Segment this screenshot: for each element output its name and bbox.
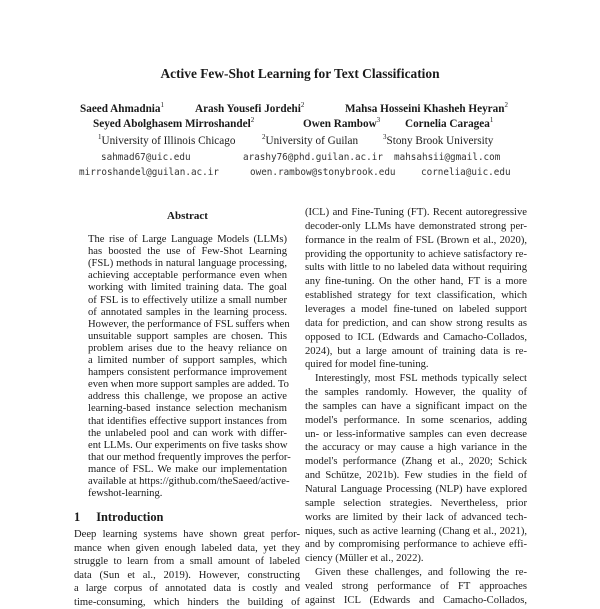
text-line: ent LLMs. Our experiments on five tasks show [88, 439, 288, 451]
text-line: works are limited by their lack of advanced tech- [305, 511, 527, 523]
text-line: model's performance. In some scenarios, adding [305, 414, 527, 426]
text-line: leverages a model fine-tuned on labeled support [305, 303, 527, 315]
author [93, 116, 254, 130]
text-line: of FSL is to effectively utilize a small number [88, 294, 287, 306]
text-line: problem arises due to the heavy reliance on [88, 342, 287, 354]
text-line: Deep learning systems have shown great perfor- [74, 529, 300, 540]
text-line: of annotated samples in the learning process. [88, 306, 287, 318]
affiliation-number: 3 [383, 133, 387, 141]
text-line: ciency (Müller et al., 2022). [305, 553, 424, 565]
author [195, 101, 304, 115]
text-line: struggle to learn from a small amount of labeled [74, 556, 300, 567]
text-line: Interestingly, most FSL methods typically select [315, 373, 527, 385]
text-line: data (Sun et al., 2019). However, constructing [74, 569, 300, 581]
section-number: 1 [74, 510, 81, 524]
text-line: However, the performance of FSL suffers when [88, 318, 290, 330]
author-affiliation-mark: 3 [376, 116, 381, 124]
text-line: niques, such as active learning (Chang et al., 2021), [305, 525, 527, 537]
text-line: and by compromising performance to achieve effi- [305, 539, 527, 551]
author-name: Arash Yousefi Jordehi [195, 103, 301, 115]
text-line: formance in the realm of FSL (Brown et al., 2020), [305, 234, 527, 246]
text-line: model's performance (Zhang et al., 2020; Schick [305, 456, 527, 468]
author [80, 101, 164, 115]
text-line: unsuitable support samples are chosen. This [88, 330, 287, 342]
text-line: un- or less-informative samples can even decrease [305, 428, 527, 440]
text-line: learning-based instance selection mechanism [88, 403, 287, 415]
text-line: sults with little to no labeled data without requiring [305, 262, 527, 274]
text-line: that identifies effective support instances from [88, 415, 287, 427]
email[interactable]: cornelia@uic.edu [421, 167, 511, 178]
paper-title: Active Few-Shot Learning for Text Classification [160, 66, 440, 81]
text-line: a limited number of support samples, which [88, 355, 287, 366]
text-line: achieving acceptable performance even when [88, 270, 287, 282]
text-line: and Schütze, 2021b). Few studies in the field of [305, 470, 527, 482]
author-affiliation-mark: 2 [504, 101, 508, 109]
author-name: Saeed Ahmadnia [80, 103, 161, 115]
text-line: a large corpus of annotated data is costly and [74, 583, 300, 594]
text-line: mance when given enough labeled data, yet they [74, 542, 300, 554]
text-line: vealed strong performance of FT approaches [305, 580, 527, 592]
email[interactable]: sahmad67@uic.edu [101, 152, 191, 163]
text-line: data for prediction, and can show strong results as [305, 317, 527, 329]
text-line: even when more support samples are added. To [88, 379, 289, 391]
text-line: hampers consistent performance improvement [88, 367, 287, 379]
affiliation-number: 2 [262, 133, 266, 141]
text-line: 2024), but a large amount of training data is re- [305, 345, 527, 357]
email[interactable]: mirroshandel@guilan.ac.ir [79, 167, 219, 178]
text-line: has boosted the use of Few-Shot Learning [88, 246, 287, 258]
text-line: (FSL) methods in natural language processing, [88, 258, 287, 270]
affiliation-number: 1 [98, 133, 102, 141]
text-line: opposed to ICL (Edwards and Camacho-Collados, [305, 331, 527, 343]
author-affiliation-mark: 1 [160, 101, 165, 109]
text-line: time-consuming, which hinders the building of [74, 596, 300, 608]
text-line: the unlabeled pool and can work with differ- [88, 427, 287, 439]
affiliation-name: University of Guilan [265, 135, 359, 147]
text-line: the accuracy or may cause a high variance in the [305, 442, 527, 454]
affiliation-name: Stony Brook University [386, 135, 494, 147]
text-line: quired for model fine-tuning. [305, 359, 429, 371]
text-line: Given these challenges, and following the re- [315, 567, 527, 579]
text-line: fewshot-learning. [88, 488, 163, 500]
author-affiliation-mark: 1 [489, 116, 494, 124]
text-line: address this challenge, we propose an active [88, 391, 287, 403]
author [405, 116, 493, 130]
section-title: Introduction [96, 510, 164, 524]
affiliation [383, 133, 493, 147]
affiliation [262, 133, 358, 147]
text-line: the samples randomly. However, the quality of [305, 387, 527, 399]
affiliation [98, 133, 235, 147]
text-line: decoder-only LLMs have demonstrated strong per- [305, 220, 527, 232]
text-line: providing the opportunity to achieve satisfactory re- [305, 248, 527, 260]
section-heading-introduction [74, 508, 163, 526]
affiliation-name: University of Illinois Chicago [101, 135, 236, 147]
text-line: established strategy for text classification, which [305, 290, 527, 302]
text-line: that our method frequently improves the perfor- [88, 451, 291, 463]
text-line: The rise of Large Language Models (LLMs) [88, 234, 287, 245]
text-line: (ICL) and Fine-Tuning (FT). Recent autoregressive [305, 207, 527, 218]
email[interactable]: owen.rambow@stonybrook.edu [250, 167, 396, 178]
text-line: the samples can have a significant impact on the [305, 400, 527, 412]
text-line: sample selection strategies. Nevertheless, prior [305, 497, 527, 509]
author [303, 116, 380, 130]
author-affiliation-mark: 2 [250, 116, 255, 124]
text-line: working with limited training data. The goal [88, 282, 287, 294]
author-name: Mahsa Hosseini Khasheh Heyran [345, 103, 505, 115]
author [345, 101, 508, 115]
abstract-heading: Abstract [167, 210, 208, 222]
text-line: any fine-tuning. On the other hand, FT is a more [305, 276, 527, 288]
text-line: against ICL (Edwards and Camacho-Collados, [305, 594, 527, 606]
email[interactable]: arashy76@phd.guilan.ac.ir [243, 152, 383, 163]
author-name: Seyed Abolghasem Mirroshandel [93, 118, 251, 130]
author-name: Cornelia Caragea [405, 118, 490, 130]
text-line: Natural Language Processing (NLP) have explored [305, 484, 527, 495]
text-line: mance of FSL. We make our implementation [88, 463, 287, 475]
author-name: Owen Rambow [303, 118, 377, 130]
email[interactable]: mahsahsii@gmail.com [394, 152, 501, 163]
author-affiliation-mark: 2 [300, 101, 305, 109]
text-line: available at https://github.com/theSaeed/active- [88, 476, 290, 487]
